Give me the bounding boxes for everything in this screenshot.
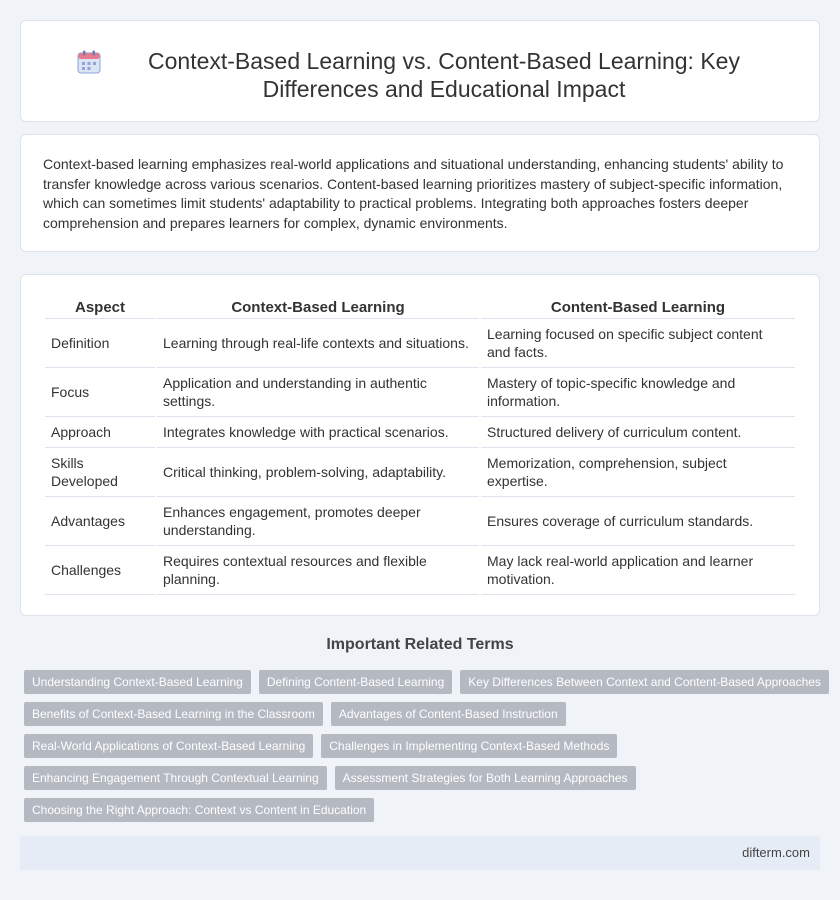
table-cell-aspect: Approach — [45, 417, 155, 448]
related-term-tag[interactable]: Advantages of Content-Based Instruction — [331, 702, 566, 726]
header-content: Content-Based Learning — [481, 295, 795, 319]
comparison-card — [20, 274, 820, 616]
table-cell-context: Application and understanding in authentic settings. — [157, 368, 479, 417]
related-term-tag[interactable]: Benefits of Context-Based Learning in the Classroom — [24, 702, 323, 726]
table-cell-aspect: Definition — [45, 319, 155, 368]
table-row — [45, 497, 795, 546]
related-term-tag[interactable]: Enhancing Engagement Through Contextual Learning — [24, 766, 327, 790]
related-term-tag[interactable]: Defining Content-Based Learning — [259, 670, 452, 694]
page-title: Context-Based Learning vs. Content-Based Learning: Key Differences and Educational Impact — [148, 48, 740, 102]
table-cell-context: Requires contextual resources and flexible planning. — [157, 546, 479, 595]
table-cell-context: Critical thinking, problem-solving, adaptability. — [157, 448, 479, 497]
tag-row — [24, 734, 824, 758]
table-header-row — [45, 295, 795, 319]
title-wrap — [21, 21, 819, 103]
table-row — [45, 319, 795, 368]
table-cell-content: Memorization, comprehension, subject expertise. — [481, 448, 795, 497]
intro-paragraph: Context-based learning emphasizes real-world applications and situational understanding, enhancing students' ability to transfer knowledge across various scenarios. Content-based learning prioritizes mastery of subject-specific information, which can sometimes limit students' adaptability to practical problems. Integrating both approaches fosters deeper comprehension and prepares learners for complex, dynamic environments. — [43, 156, 784, 231]
related-term-tag[interactable]: Understanding Context-Based Learning — [24, 670, 251, 694]
table-cell-aspect: Focus — [45, 368, 155, 417]
table-cell-aspect: Advantages — [45, 497, 155, 546]
title-card — [20, 20, 820, 122]
table-row — [45, 448, 795, 497]
related-terms-list — [24, 670, 824, 830]
tag-row — [24, 798, 824, 822]
related-term-tag[interactable]: Choosing the Right Approach: Context vs Content in Education — [24, 798, 374, 822]
header-aspect: Aspect — [45, 295, 155, 319]
footer-site[interactable]: difterm.com — [742, 845, 810, 860]
table-cell-content: Mastery of topic-specific knowledge and information. — [481, 368, 795, 417]
table-cell-content: May lack real-world application and learner motivation. — [481, 546, 795, 595]
table-row — [45, 546, 795, 595]
comparison-table — [43, 295, 797, 595]
table-row — [45, 417, 795, 448]
intro-card — [20, 134, 820, 252]
table-cell-aspect: Challenges — [45, 546, 155, 595]
calendar-icon — [76, 49, 102, 75]
tag-row — [24, 670, 824, 694]
tag-row — [24, 766, 824, 790]
tag-row — [24, 702, 824, 726]
related-term-tag[interactable]: Key Differences Between Context and Content-Based Approaches — [460, 670, 829, 694]
table-row — [45, 368, 795, 417]
footer — [20, 836, 820, 870]
table-cell-content: Ensures coverage of curriculum standards. — [481, 497, 795, 546]
table-cell-content: Structured delivery of curriculum content. — [481, 417, 795, 448]
related-terms-title: Important Related Terms — [326, 636, 514, 653]
table-cell-context: Integrates knowledge with practical scenarios. — [157, 417, 479, 448]
related-term-tag[interactable]: Real-World Applications of Context-Based Learning — [24, 734, 313, 758]
related-term-tag[interactable]: Assessment Strategies for Both Learning Approaches — [335, 766, 636, 790]
header-context: Context-Based Learning — [157, 295, 479, 319]
table-cell-context: Learning through real-life contexts and situations. — [157, 319, 479, 368]
table-cell-aspect: Skills Developed — [45, 448, 155, 497]
table-cell-context: Enhances engagement, promotes deeper understanding. — [157, 497, 479, 546]
table-cell-content: Learning focused on specific subject content and facts. — [481, 319, 795, 368]
related-term-tag[interactable]: Challenges in Implementing Context-Based Methods — [321, 734, 617, 758]
